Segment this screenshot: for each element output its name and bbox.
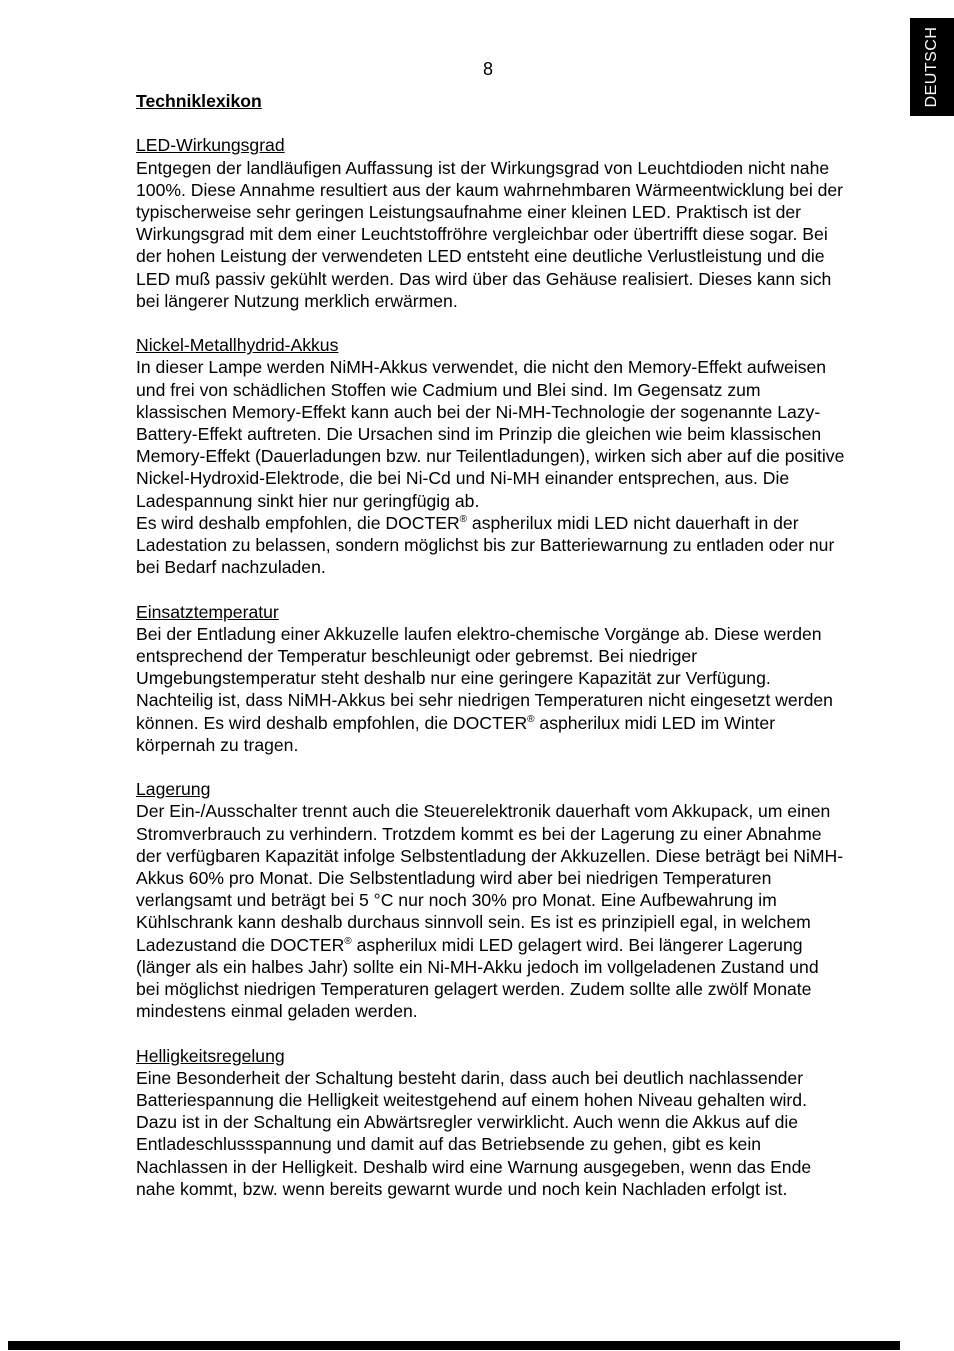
section-heading: Lagerung [136,779,211,800]
section-led-wirkungsgrad [136,134,846,312]
language-tab-label: DEUTSCH [923,26,940,108]
registered-mark: ® [527,713,535,725]
paragraph [136,512,846,579]
section-einsatztemperatur [136,601,846,756]
paragraph [136,800,846,1022]
page-number: 8 [482,59,493,79]
text-span: Bei der Entladung einer Akkuzelle laufen elektro-chemische Vorgänge ab. Diese werden entsprechend der Temperatur beschleunigt oder gebremst. Bei niedriger Umgebungstemperatur steht deshalb nur eine geringere Kapazität zur Verfügung. Nachteilig ist, dass NiMH-Akkus bei sehr niedrigen Temperaturen nicht eingesetzt werden können. Es wird deshalb empfohlen, die DOCTER [136,623,833,733]
section-heading: LED-Wirkungsgrad [136,135,285,156]
text-span: Der Ein-/Ausschalter trennt auch die Steuerelektronik dauerhaft vom Akkupack, um einen Stromverbrauch zu verhindern. Trotzdem kommt es bei der Lagerung zu einer Abnahme der verfügbaren Kapazität infolge Selbstentladung der Akkuzellen. Diese beträgt bei NiMH-Akkus 60% pro Monat. Die Selbstentladung wird aber bei niedrigen Temperaturen verlangsamt und beträgt bei 5 °C nur noch 30% pro Monat. Eine Aufbewahrung im Kühlschrank kann deshalb durchaus sinnvoll sein. Es ist es prinzipiell egal, in welchem Ladezustand die DOCTER [136,801,844,955]
text-span: aspherilux midi LED im Winter körpernah zu tragen. [136,712,776,755]
registered-mark: ® [344,935,352,947]
text-span: Es wird deshalb empfohlen, die DOCTER [136,512,460,533]
registered-mark: ® [459,513,468,525]
section-heading: Helligkeitsregelung [136,1045,285,1066]
page-title: Techniklexikon [136,91,262,111]
paragraph: Entgegen der landläufigen Auffassung ist der Wirkungsgrad von Leuchtdioden nicht nahe 100%. Diese Annahme resultiert aus der kaum wahrnehmbaren Wärmeentwicklung bei der typischerweise sehr geringen Leistungsaufnahme einer kleinen LED. Praktisch ist der Wirkungsgrad mit dem einer Leuchtstoffröhre vergleichbar oder übertrifft diese sogar. Bei der hohen Leistung der verwendeten LED entsteht eine deutliche Verlustleistung und die LED muß passiv gekühlt werden. Das wird über das Gehäuse realisiert. Dieses kann sich bei längerer Nutzung merklich erwärmen. [136,157,844,311]
section-heading: Nickel-Metallhydrid-Akkus [136,335,339,356]
paragraph [136,623,846,756]
language-tab [910,18,954,116]
section-helligkeitsregelung [136,1045,846,1200]
paragraph: Eine Besonderheit der Schaltung besteht darin, dass auch bei deutlich nachlassender Batteriespannung die Helligkeit weitestgehend auf einem hohen Niveau gehalten wird. Dazu ist in der Schaltung ein Abwärtsregler verwirklicht. Auch wenn die Akkus auf die Entladeschlussspannung und damit auf das Betriebsende zu gehen, gibt es kein Nachlassen in der Helligkeit. Deshalb wird eine Warnung ausgegeben, wenn das Ende nahe kommt, bzw. wenn bereits gewarnt wurde und noch kein Nachladen erfolgt ist. [136,1067,812,1199]
document-body [136,90,846,1222]
text-span: aspherilux midi LED gelagert wird. Bei längerer Lagerung (länger als ein halbes Jahr) sollte ein Ni-MH-Akku jedoch im vollgeladenen Zustand und bei möglichst niedrigen Temperaturen gelagert werden. Zudem sollte alle zwölf Monate mindestens einmal geladen werden. [136,934,819,1022]
section-nimh-akkus [136,334,846,578]
text-span: aspherilux midi LED nicht dauerhaft in der Ladestation zu belassen, sondern möglichst bis zur Batteriewarnung zu entladen oder nur bei Bedarf nachzuladen. [136,512,835,578]
paragraph: In dieser Lampe werden NiMH-Akkus verwendet, die nicht den Memory-Effekt aufweisen und frei von schädlichen Stoffen wie Cadmium und Blei sind. Im Gegensatz zum klassischen Memory-Effekt kann auch bei der Ni-MH-Technologie der sogenannte Lazy-Battery-Effekt auftreten. Die Ursachen sind im Prinzip die gleichen wie beim klassischen Memory-Effekt (Dauerladungen bzw. nur Teilentladungen), wirken sich aber auf die positive Nickel-Hydroxid-Elektrode, die bei Ni-Cd und Ni-MH einander entsprechen, aus. Die Ladespannung sinkt hier nur geringfügig ab. [136,357,845,511]
section-heading: Einsatztemperatur [136,601,279,622]
section-lagerung [136,778,846,1022]
footer-rule [8,1341,900,1350]
